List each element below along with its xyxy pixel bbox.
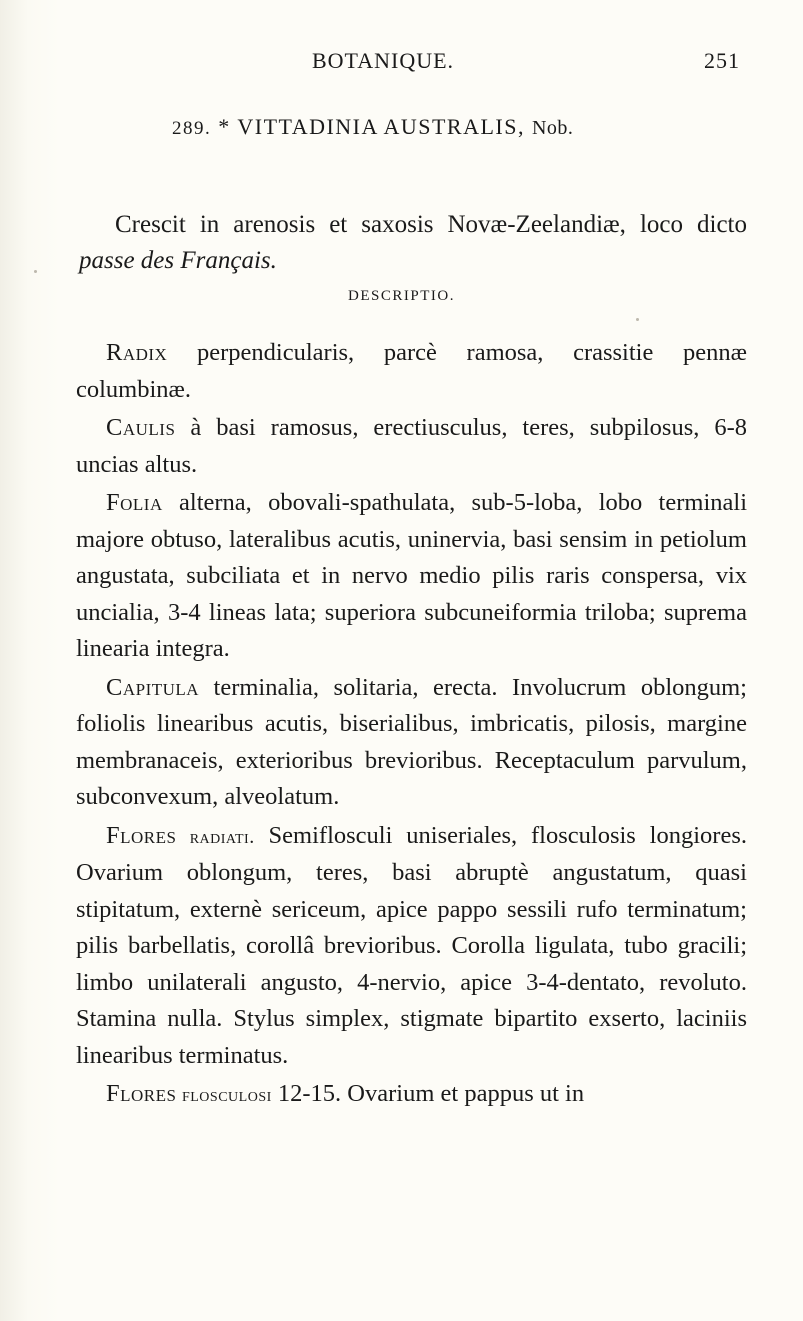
description-body xyxy=(76,335,747,1116)
paragraph-lead-secondary: radiati. xyxy=(176,825,255,848)
paragraph-lead: Folia xyxy=(106,489,163,516)
habitat-text: Crescit in arenosis et saxosis Novæ-Zeelandiæ, loco dicto xyxy=(115,211,747,238)
species-name: VITTADINIA AUSTRALIS, xyxy=(237,114,525,139)
paragraph-caulis xyxy=(76,410,747,483)
page-number: 251 xyxy=(704,48,740,73)
paragraph-text: terminalia, solitaria, erecta. Involucrum oblongum; foliolis linearibus acutis, biserialibus, imbricatis, pilosis, margine membranaceis, exterioribus brevioribus. Receptaculum parvulum, subconvexum, alveolatum. xyxy=(76,673,747,810)
paragraph-lead: Capitula xyxy=(106,673,200,701)
paragraph-text: perpendicularis, parcè ramosa, crassitie pennæ columbinæ. xyxy=(76,339,747,403)
paragraph-capitula xyxy=(76,670,747,816)
paper-speck xyxy=(34,270,37,273)
section-heading: DESCRIPTIO. xyxy=(348,288,455,304)
paragraph-radix xyxy=(76,335,747,408)
paragraph-lead: Radix xyxy=(106,339,168,366)
paragraph-lead: Flores xyxy=(106,1080,177,1107)
paragraph-text: 12-15. Ovarium et pappus ut in xyxy=(271,1080,585,1107)
paragraph-folia xyxy=(76,485,747,668)
habitat-paragraph xyxy=(79,207,747,279)
habitat-locality: passe des Français. xyxy=(79,247,277,274)
paragraph-lead: Caulis xyxy=(106,414,176,441)
paragraph-text: Semiflosculi uniseriales, flosculosis longiores. Ovarium oblongum, teres, basi abruptè angustatum, quasi stipitatum, externè sericeum, apice pappo sessili rufo terminatum; pilis barbellatis, corollâ brevioribus. Corolla ligulata, tubo gracili; limbo unilaterali angusto, 4-nervio, apice 3-4-dentato, revoluto. Stamina nulla. Stylus simplex, stigmate bipartito exserto, laciniis linearibus terminatus. xyxy=(76,821,747,1069)
species-number: 289. xyxy=(172,118,212,139)
running-head-title: BOTANIQUE. xyxy=(312,48,455,73)
paper-speck xyxy=(636,318,639,321)
paragraph-flores-radiati xyxy=(76,818,747,1075)
species-marker: * xyxy=(218,114,231,139)
paragraph-lead: Flores xyxy=(106,821,177,849)
species-heading xyxy=(172,114,573,140)
species-author: Nob. xyxy=(531,117,574,139)
running-head xyxy=(0,48,803,78)
paragraph-lead-secondary: flosculosi xyxy=(176,1084,272,1106)
paragraph-flores-flosculosi xyxy=(76,1076,747,1114)
paragraph-text: alterna, obovali-spathulata, sub-5-loba, lobo terminali majore obtuso, lateralibus acutis, uninervia, basi sensim in petiolum angustata, subciliata et in nervo medio pilis raris conspersa, vix uncialia, 3-4 lineas lata; superiora subcuneiformia triloba; suprema linearia integra. xyxy=(76,489,747,662)
paragraph-text: à basi ramosus, erectiusculus, teres, subpilosus, 6-8 uncias altus. xyxy=(76,414,747,478)
